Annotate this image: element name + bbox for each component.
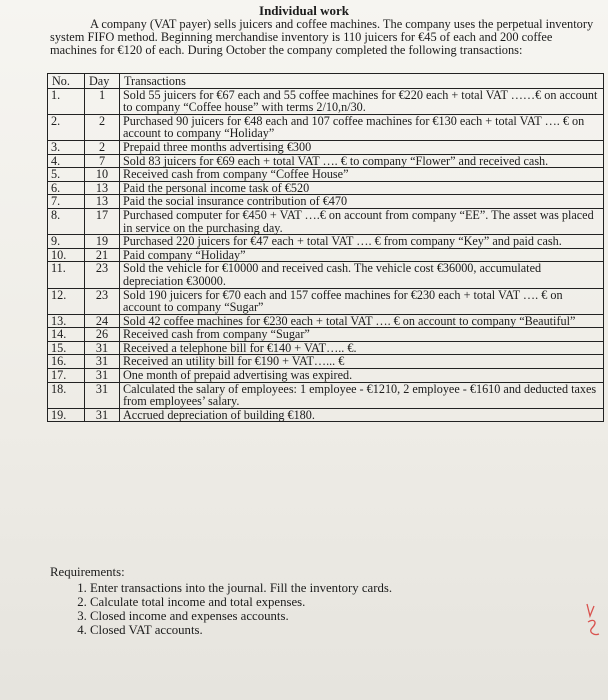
row-day: 31 [85, 355, 120, 369]
table-row [48, 114, 604, 140]
requirements-list [50, 581, 600, 637]
table-row [48, 208, 604, 234]
row-day: 17 [85, 208, 120, 234]
row-number: 16. [48, 355, 85, 369]
row-number: 18. [48, 382, 85, 408]
row-transaction: Sold the vehicle for €10000 and received cash. The vehicle cost €36000, accumulated depreciation €30000. [120, 262, 604, 288]
table-row [48, 154, 604, 168]
table-row [48, 235, 604, 249]
row-number: 17. [48, 369, 85, 383]
table-row [48, 355, 604, 369]
row-day: 13 [85, 181, 120, 195]
row-transaction: One month of prepaid advertising was expired. [120, 369, 604, 383]
table-row [48, 314, 604, 328]
row-day: 23 [85, 262, 120, 288]
header-no: No. [48, 74, 85, 89]
row-number: 8. [48, 208, 85, 234]
row-number: 15. [48, 341, 85, 355]
row-transaction: Calculated the salary of employees: 1 employee - €1210, 2 employee - €1610 and deducted taxes from employees’ salary. [120, 382, 604, 408]
row-day: 2 [85, 114, 120, 140]
row-day: 19 [85, 235, 120, 249]
row-transaction: Purchased computer for €450 + VAT ….€ on account from company “EE”. The asset was placed in service on the purchasing day. [120, 208, 604, 234]
row-transaction: Sold 55 juicers for €67 each and 55 coffee machines for €220 each + total VAT ……€ on account to company “Coffee house” with terms 2/10,n/30. [120, 88, 604, 114]
row-day: 7 [85, 154, 120, 168]
table-row [48, 382, 604, 408]
document-title: Individual work [259, 3, 349, 18]
row-transaction: Paid the social insurance contribution of €470 [120, 195, 604, 209]
row-number: 19. [48, 408, 85, 422]
header-transactions: Transactions [120, 74, 604, 89]
table-row [48, 328, 604, 342]
row-transaction: Received an utility bill for €190 + VAT…... € [120, 355, 604, 369]
row-transaction: Accrued depreciation of building €180. [120, 408, 604, 422]
row-transaction: Received cash from company “Coffee House” [120, 168, 604, 182]
row-number: 12. [48, 288, 85, 314]
row-day: 23 [85, 288, 120, 314]
row-number: 1. [48, 88, 85, 114]
row-number: 10. [48, 248, 85, 262]
intro-text: A company (VAT payer) sells juicers and coffee machines. The company uses the perpetual inventory system FIFO method. Beginning merchandise inventory is 110 juicers for €45 of each and 200 coffee machines for €120 of each. During October the company completed the following transactions: [50, 17, 594, 58]
row-day: 13 [85, 195, 120, 209]
transactions-table [47, 73, 604, 422]
row-day: 31 [85, 408, 120, 422]
intro-paragraph [50, 18, 602, 58]
row-number: 4. [48, 154, 85, 168]
row-day: 26 [85, 328, 120, 342]
row-transaction: Prepaid three months advertising €300 [120, 140, 604, 154]
requirement-item: 2. Calculate total income and total expenses. [90, 595, 600, 609]
row-number: 3. [48, 140, 85, 154]
row-number: 5. [48, 168, 85, 182]
row-day: 24 [85, 314, 120, 328]
row-transaction: Purchased 90 juicers for €48 each and 107 coffee machines for €130 each + total VAT …. € on account to company “Holiday” [120, 114, 604, 140]
table-row [48, 369, 604, 383]
pen-mark-icon [584, 600, 602, 640]
transactions-body [48, 88, 604, 422]
requirement-item: 1. Enter transactions into the journal. Fill the inventory cards. [90, 581, 600, 595]
table-row [48, 262, 604, 288]
table-row [48, 288, 604, 314]
requirement-item: 4. Closed VAT accounts. [90, 623, 600, 637]
row-transaction: Sold 42 coffee machines for €230 each + total VAT …. € on account to company “Beautiful” [120, 314, 604, 328]
table-row [48, 181, 604, 195]
row-day: 31 [85, 382, 120, 408]
table-row [48, 88, 604, 114]
row-day: 1 [85, 88, 120, 114]
row-transaction: Paid the personal income task of €520 [120, 181, 604, 195]
row-number: 11. [48, 262, 85, 288]
row-transaction: Sold 83 juicers for €69 each + total VAT …. € to company “Flower” and received cash. [120, 154, 604, 168]
row-number: 2. [48, 114, 85, 140]
row-transaction: Paid company “Holiday” [120, 248, 604, 262]
row-transaction: Purchased 220 juicers for €47 each + total VAT …. € from company “Key” and paid cash. [120, 235, 604, 249]
table-header-row [48, 74, 604, 89]
row-number: 13. [48, 314, 85, 328]
row-number: 6. [48, 181, 85, 195]
table-row [48, 341, 604, 355]
row-day: 10 [85, 168, 120, 182]
header-day: Day [85, 74, 120, 89]
table-row [48, 168, 604, 182]
row-day: 31 [85, 369, 120, 383]
table-row [48, 248, 604, 262]
row-number: 9. [48, 235, 85, 249]
row-day: 21 [85, 248, 120, 262]
row-transaction: Received a telephone bill for €140 + VAT….. €. [120, 341, 604, 355]
row-day: 31 [85, 341, 120, 355]
row-transaction: Sold 190 juicers for €70 each and 157 coffee machines for €230 each + total VAT …. € on account to company “Sugar” [120, 288, 604, 314]
row-number: 7. [48, 195, 85, 209]
requirements-section [50, 565, 600, 637]
table-row [48, 195, 604, 209]
row-transaction: Received cash from company “Sugar” [120, 328, 604, 342]
row-day: 2 [85, 140, 120, 154]
table-row [48, 140, 604, 154]
row-number: 14. [48, 328, 85, 342]
requirements-heading: Requirements: [50, 565, 125, 579]
requirement-item: 3. Closed income and expenses accounts. [90, 609, 600, 623]
table-row [48, 408, 604, 422]
